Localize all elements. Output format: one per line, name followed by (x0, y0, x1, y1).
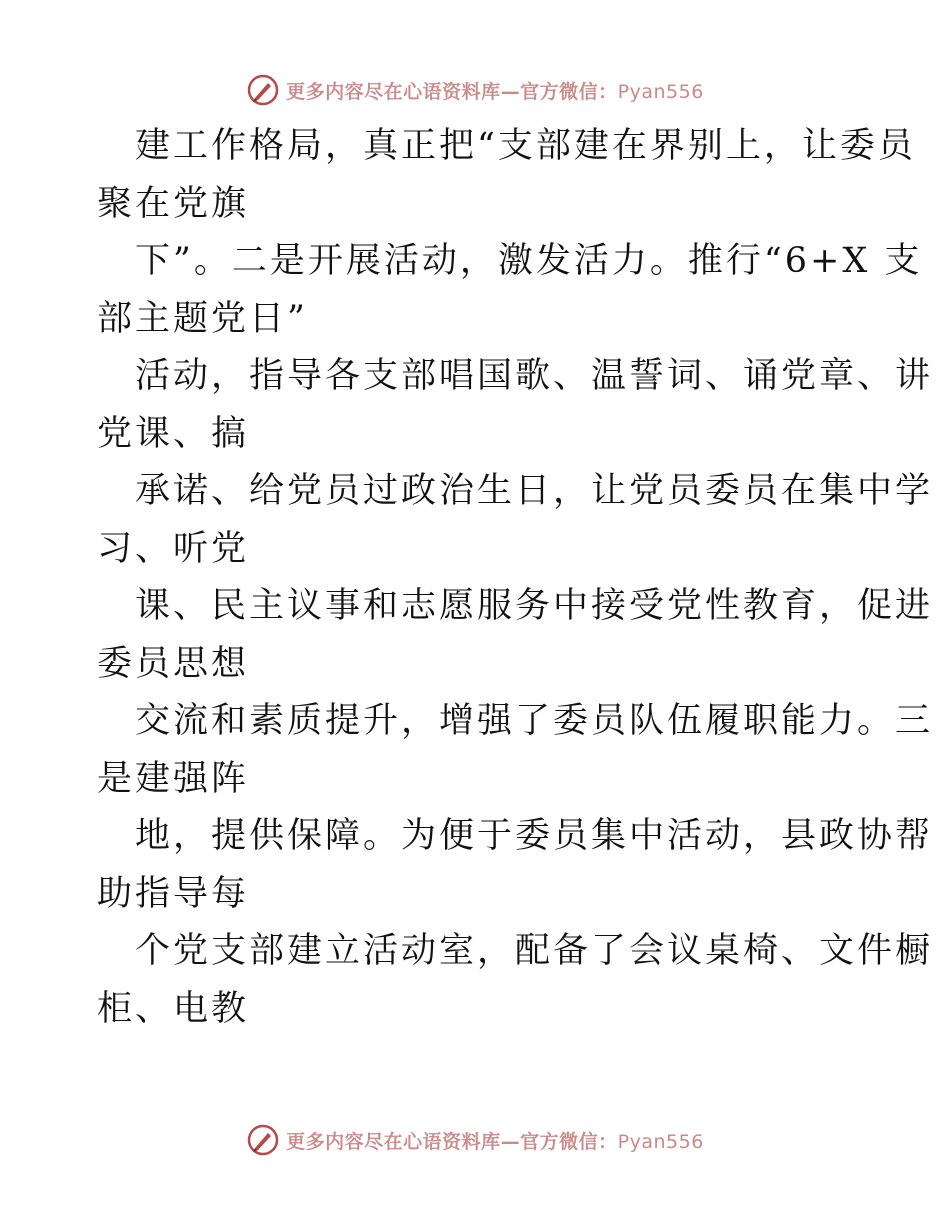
text-line: 下”。二是开展活动，激发活力。推行“6+X 支 (135, 241, 923, 281)
watermark-text-id: Pyan556 (617, 1130, 704, 1153)
text-line: 党课、搞 (97, 413, 250, 454)
text-line: 承诺、给党员过政治生日，让党员委员在集中学 (135, 471, 934, 511)
text-line: 建工作格局，真正把“支部建在界别上，让委员 (135, 126, 916, 166)
text-line: 交流和素质提升，增强了委员队伍履职能力。三 (135, 701, 934, 741)
text-line: 个党支部建立活动室，配备了会议桌椅、文件橱 (135, 931, 934, 971)
watermark-text (286, 1127, 704, 1154)
pen-logo-icon (246, 1123, 280, 1157)
text-line: 柜、电教 (97, 988, 250, 1029)
watermark-text-cn: 更多内容尽在心语资料库—官方微信： (286, 80, 618, 103)
text-line: 助指导每 (97, 873, 250, 914)
text-line: 聚在党旗 (97, 183, 250, 224)
header-watermark (0, 70, 950, 110)
text-line: 地，提供保障。为便于委员集中活动，县政协帮 (135, 816, 934, 856)
text-line: 是建强阵 (97, 758, 250, 799)
document-body (97, 118, 934, 1038)
watermark-text-id: Pyan556 (617, 80, 704, 103)
watermark-text (286, 77, 704, 104)
text-line: 习、听党 (97, 528, 250, 569)
text-line: 委员思想 (97, 643, 250, 684)
footer-watermark (0, 1120, 950, 1160)
text-line: 部主题党日” (97, 298, 308, 339)
text-line: 课、民主议事和志愿服务中接受党性教育，促进 (135, 586, 934, 626)
pen-logo-icon (246, 73, 280, 107)
watermark-text-cn: 更多内容尽在心语资料库—官方微信： (286, 1130, 618, 1153)
text-line: 活动，指导各支部唱国歌、温誓词、诵党章、讲 (135, 356, 934, 396)
